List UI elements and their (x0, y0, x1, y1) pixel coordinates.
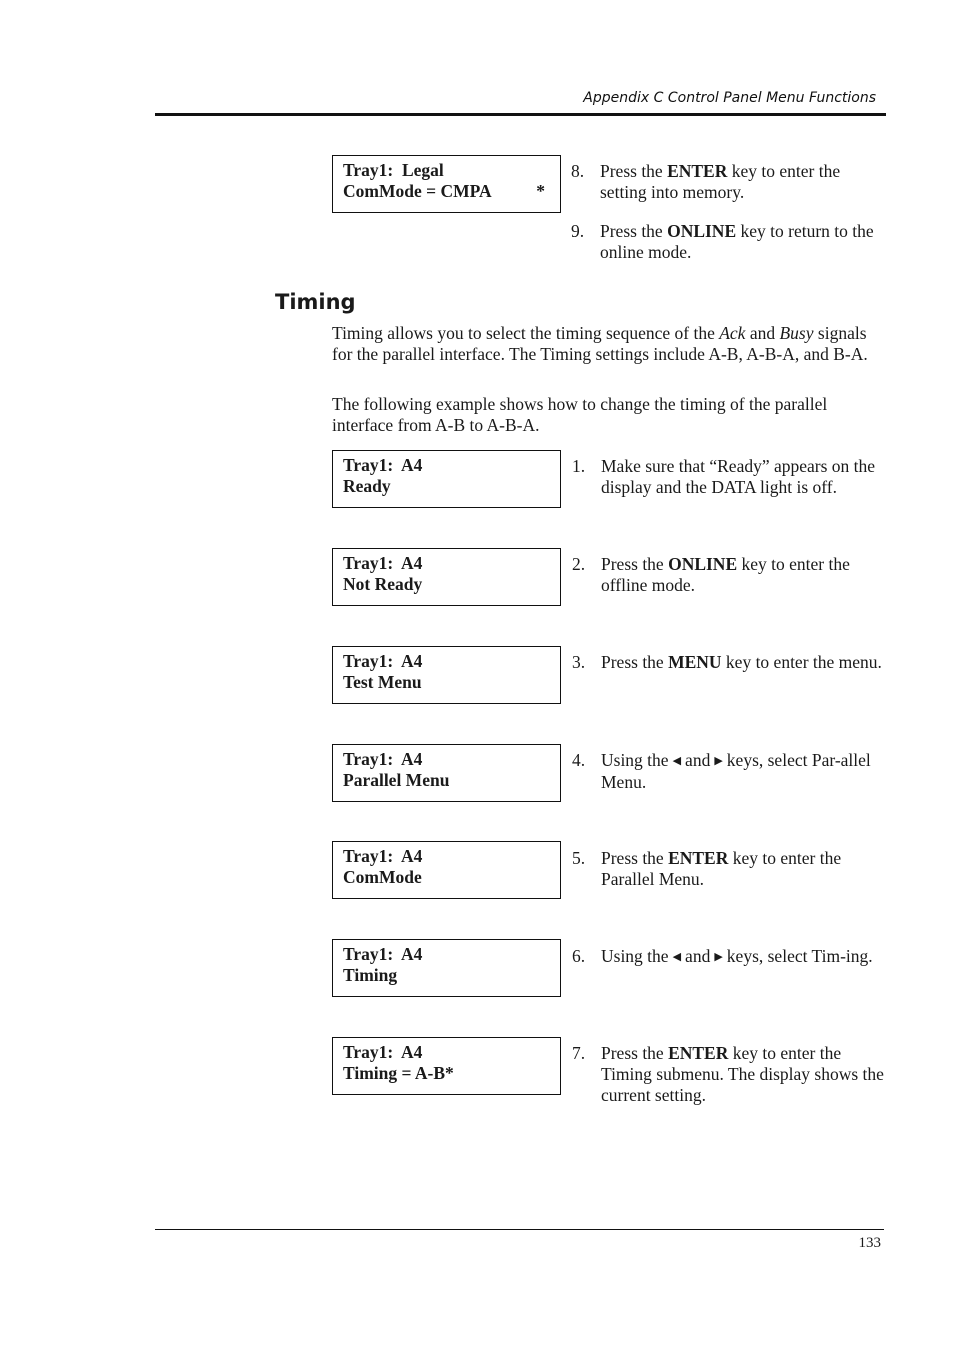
left-arrow-key-icon: ◀ (672, 755, 682, 767)
step-2: 2. Press the ONLINE key to enter the offline mode. (572, 554, 850, 595)
section-heading: Timing (275, 290, 356, 314)
right-arrow-key-icon: ▶ (714, 951, 723, 963)
lcd-display-legal (332, 155, 561, 213)
lcd-display-parallel-menu: Tray1: A4 Parallel Menu (332, 744, 561, 802)
step-9: 9. Press the ONLINE key to return to the online mode. (571, 221, 874, 262)
key-name: ONLINE (668, 554, 738, 574)
right-arrow-key-icon: ▶ (714, 755, 723, 767)
selected-marker: * (536, 181, 545, 201)
step-4: 4. Using the ◀ and ▶ keys, select Par-allel Menu. (572, 750, 871, 792)
lcd-display-timing: Tray1: A4 Timing (332, 939, 561, 997)
key-name: ENTER (668, 1043, 729, 1063)
step-7: 7. Press the ENTER key to enter the Timing submenu. The display shows the current setting. (572, 1043, 884, 1105)
example-paragraph: The following example shows how to change the timing of the parallel interface from A-B to A-B-A. (332, 394, 828, 435)
header-title: Appendix C Control Panel Menu Functions (583, 90, 876, 106)
lcd-line-2: ComMode = CMPA * (343, 181, 545, 201)
footer-divider (155, 1229, 884, 1230)
step-8: 8. Press the ENTER key to enter the setting into memory. (571, 161, 841, 202)
header-divider (155, 113, 886, 116)
intro-paragraph: Timing allows you to select the timing sequence of the Ack and Busy signals for the parallel interface. The Timing settings include A-B, A-B-A, and B-A. (332, 323, 868, 364)
lcd-display-test-menu: Tray1: A4 Test Menu (332, 646, 561, 704)
key-name: ENTER (668, 848, 729, 868)
step-1: 1. Make sure that “Ready” appears on the display and the DATA light is off. (572, 456, 876, 497)
lcd-display-timing-ab: Tray1: A4 Timing = A-B* (332, 1037, 561, 1095)
key-name: ONLINE (667, 221, 737, 241)
lcd-display-not-ready: Tray1: A4 Not Ready (332, 548, 561, 606)
page-number: 133 (858, 1235, 881, 1251)
step-6: 6. Using the ◀ and ▶ keys, select Tim-ing. (572, 946, 873, 966)
step-3: 3. Press the MENU key to enter the menu. (572, 652, 882, 672)
left-arrow-key-icon: ◀ (672, 951, 682, 963)
key-name: MENU (668, 652, 722, 672)
key-name: ENTER (667, 161, 728, 181)
lcd-display-ready: Tray1: A4 Ready (332, 450, 561, 508)
step-5: 5. Press the ENTER key to enter the Parallel Menu. (572, 848, 842, 889)
lcd-line-1: Tray1: Legal (343, 160, 444, 180)
lcd-display-commode: Tray1: A4 ComMode (332, 841, 561, 899)
